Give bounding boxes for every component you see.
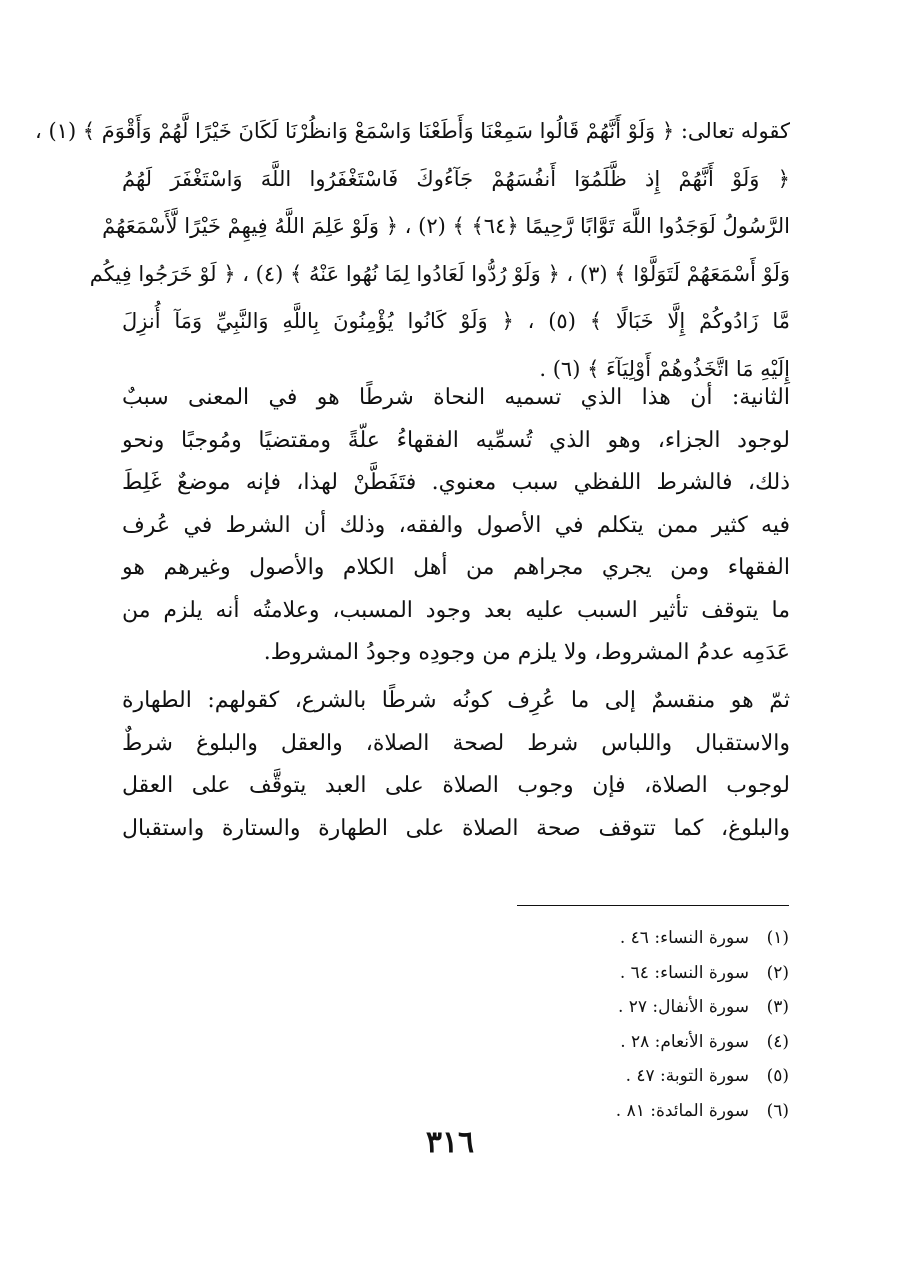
text-line: الرَّسُولُ لَوَجَدُوا اللَّهَ تَوَّابًا رَّحِيمًا ﴿٦٤﴾ ﴾ (٢) ، ﴿ وَلَوْ عَلِمَ اللَّهُ فِيهِمْ خَيْرًا لَّأَسْمَعَهُمْ bbox=[102, 214, 790, 238]
footnote-text: سورة المائدة: ٨١ . bbox=[615, 1100, 749, 1121]
text-line: عَدَمِه عدمُ المشروط، ولا يلزم من وجودِه وجودُ المشروط. bbox=[263, 640, 790, 665]
footnote-separator bbox=[517, 905, 789, 906]
text-line: إِلَيْهِ مَا اتَّخَذُوهُمْ أَوْلِيَآءَ ﴾ (٦) . bbox=[539, 356, 790, 381]
text-line: لوجود الجزاء، وهو الذي تُسمِّيه الفقهاءُ علّةً ومقتضيًا ومُوجبًا ونحو bbox=[122, 427, 790, 453]
footnote-text: سورة التوبة: ٤٧ . bbox=[625, 1066, 749, 1086]
text-line: ما يتوقف تأثير السبب عليه بعد وجود المسبب، وعلامتُه أنه يلزم من bbox=[122, 597, 790, 623]
text-line: والبلوغ، كما تتوقف صحة الصلاة على الطهارة والستارة واستقبال bbox=[122, 815, 790, 841]
footnote-item bbox=[500, 990, 789, 1025]
page-number: ٣١٦ bbox=[425, 1125, 475, 1160]
text-line: وَلَوْ أَسْمَعَهُمْ لَتَوَلَّوْا ﴾ (٣) ، ﴿ وَلَوْ رُدُّوا لَعَادُوا لِمَا نُهُوا عَنْهُ ﴾ (٤) ، ﴿ لَوْ خَرَجُوا فِيكُم bbox=[89, 261, 790, 286]
quran-citations-paragraph bbox=[35, 108, 790, 393]
footnote-text: سورة الأنفال: ٢٧ . bbox=[617, 997, 749, 1017]
footnote-item bbox=[500, 921, 789, 956]
text-line: كقوله تعالى: ﴿ وَلَوْ أَنَّهُمْ قَالُوا سَمِعْنَا وَأَطَعْنَا وَاسْمَعْ وَانظُرْنَا لَكَانَ خَيْرًا لَّهُمْ وَأَقْوَمَ ﴾ (١) ، bbox=[35, 119, 790, 143]
footnote-number: (٣) bbox=[766, 997, 789, 1017]
footnote-number: (١) bbox=[766, 928, 789, 948]
text-line: ﴿ وَلَوْ أَنَّهُمْ إِذ ظَّلَمُوٓا أَنفُسَهُمْ جَآءُوكَ فَاسْتَغْفَرُوا اللَّهَ وَاسْتَغْفَرَ لَهُمُ bbox=[122, 166, 790, 191]
text-line: ثمّ هو منقسمٌ إلى ما عُرِف كونُه شرطًا بالشرع، كقولهم: الطهارة bbox=[122, 688, 790, 713]
paragraph-second-point bbox=[122, 377, 790, 675]
text-line: مَّا زَادُوكُمْ إِلَّا خَبَالًا ﴾ (٥) ، ﴿ وَلَوْ كَانُوا يُؤْمِنُونَ بِاللَّهِ وَالنَّبِيِّ وَمَآ أُنزِلَ bbox=[122, 309, 790, 333]
text-line: لوجوب الصلاة، فإن وجوب الصلاة على العبد يتوقَّف على العقل bbox=[122, 773, 790, 798]
footnote-number: (٢) bbox=[766, 962, 789, 983]
footnote-text: سورة النساء: ٦٤ . bbox=[619, 962, 749, 983]
footnote-item bbox=[500, 1059, 789, 1094]
footnotes-list bbox=[500, 921, 789, 1128]
text-line: فيه كثير ممن يتكلم في الأصول والفقه، وذلك أن الشرط في عُرف bbox=[122, 512, 790, 538]
footnote-number: (٦) bbox=[766, 1100, 789, 1121]
footnote-text: سورة النساء: ٤٦ . bbox=[619, 928, 749, 948]
text-line: الفقهاء ومن يجري مجراهم من أهل الكلام والأصول وغيرهم هو bbox=[122, 555, 790, 580]
footnote-item bbox=[500, 1025, 789, 1060]
text-line: الثانية: أن هذا الذي تسميه النحاة شرطًا هو في المعنى سببٌ bbox=[122, 385, 790, 410]
paragraph-conditions-division bbox=[122, 680, 790, 850]
footnote-item bbox=[500, 956, 789, 991]
footnote-item bbox=[500, 1094, 789, 1129]
text-line: ذلك، فالشرط اللفظي سبب معنوي. فتَفَطَّنْ لهذا، فإنه موضعٌ غَلِطَ bbox=[122, 470, 790, 495]
footnote-text: سورة الأنعام: ٢٨ . bbox=[620, 1031, 749, 1052]
footnote-number: (٥) bbox=[766, 1066, 789, 1086]
text-line: والاستقبال واللباس شرط لصحة الصلاة، والعقل والبلوغ شرطٌ bbox=[122, 730, 790, 756]
footnote-number: (٤) bbox=[766, 1031, 789, 1052]
